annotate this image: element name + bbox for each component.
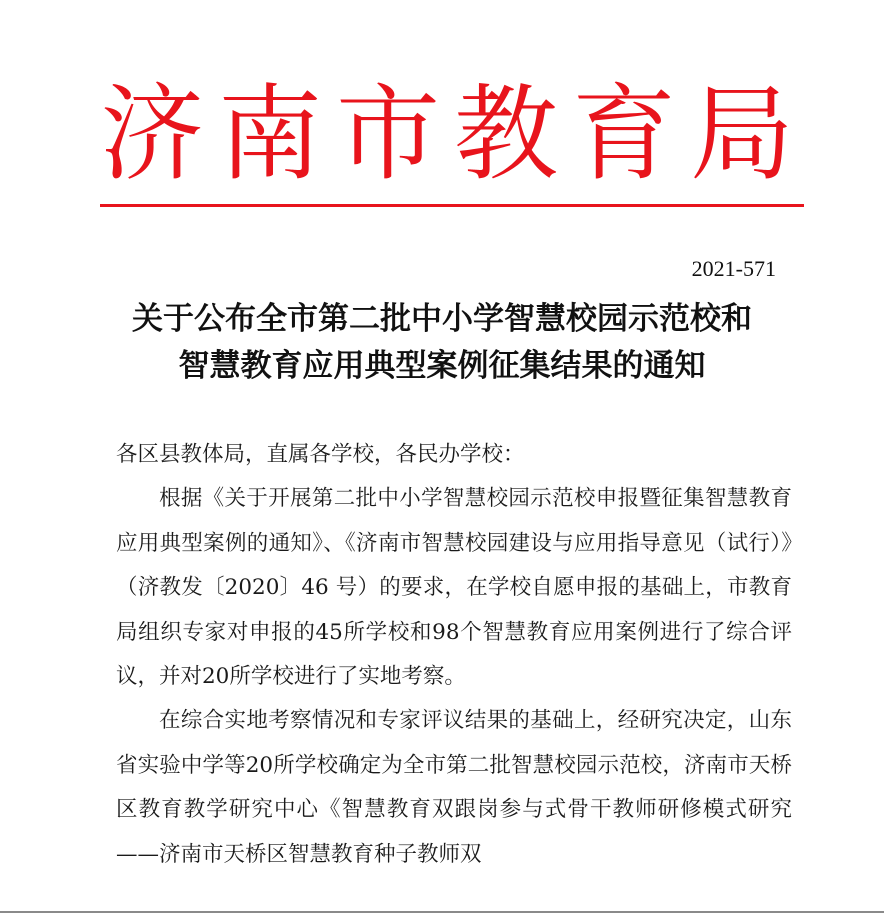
salutation: 各区县教体局，直属各学校，各民办学校： bbox=[116, 442, 525, 467]
body-paragraph-1: 根据《关于开展第二批中小学智慧校园示范校申报暨征集智慧教育应用典型案例的通知》、《济南市智慧校园建设与应用指导意见（试行）》（济教发〔2020〕46 号）的要求，在学校自愿申报的基础上，市教育局组织专家对申报的45所学校和98个智慧教育应用案例进行了综合评议，并对20所学校进行了实地考察。 bbox=[116, 486, 792, 690]
page-bottom-edge bbox=[0, 911, 884, 913]
document-body bbox=[116, 433, 792, 877]
document-number: 2021-571 bbox=[691, 256, 776, 281]
document-title bbox=[80, 296, 804, 390]
issuer-masthead: 济南市教育局 bbox=[100, 73, 809, 195]
title-line-1: 关于公布全市第二批中小学智慧校园示范校和 bbox=[132, 301, 752, 337]
title-line-2: 智慧教育应用典型案例征集结果的通知 bbox=[178, 348, 706, 384]
body-paragraph-2: 在综合实地考察情况和专家评议结果的基础上，经研究决定，山东省实验中学等20所学校确定为全市第二批智慧校园示范校，济南市天桥区教育教学研究中心《智慧教育双跟岗参与式骨干教师研修模式研究——济南市天桥区智慧教育种子教师双 bbox=[116, 708, 792, 867]
red-divider-line bbox=[100, 204, 804, 207]
